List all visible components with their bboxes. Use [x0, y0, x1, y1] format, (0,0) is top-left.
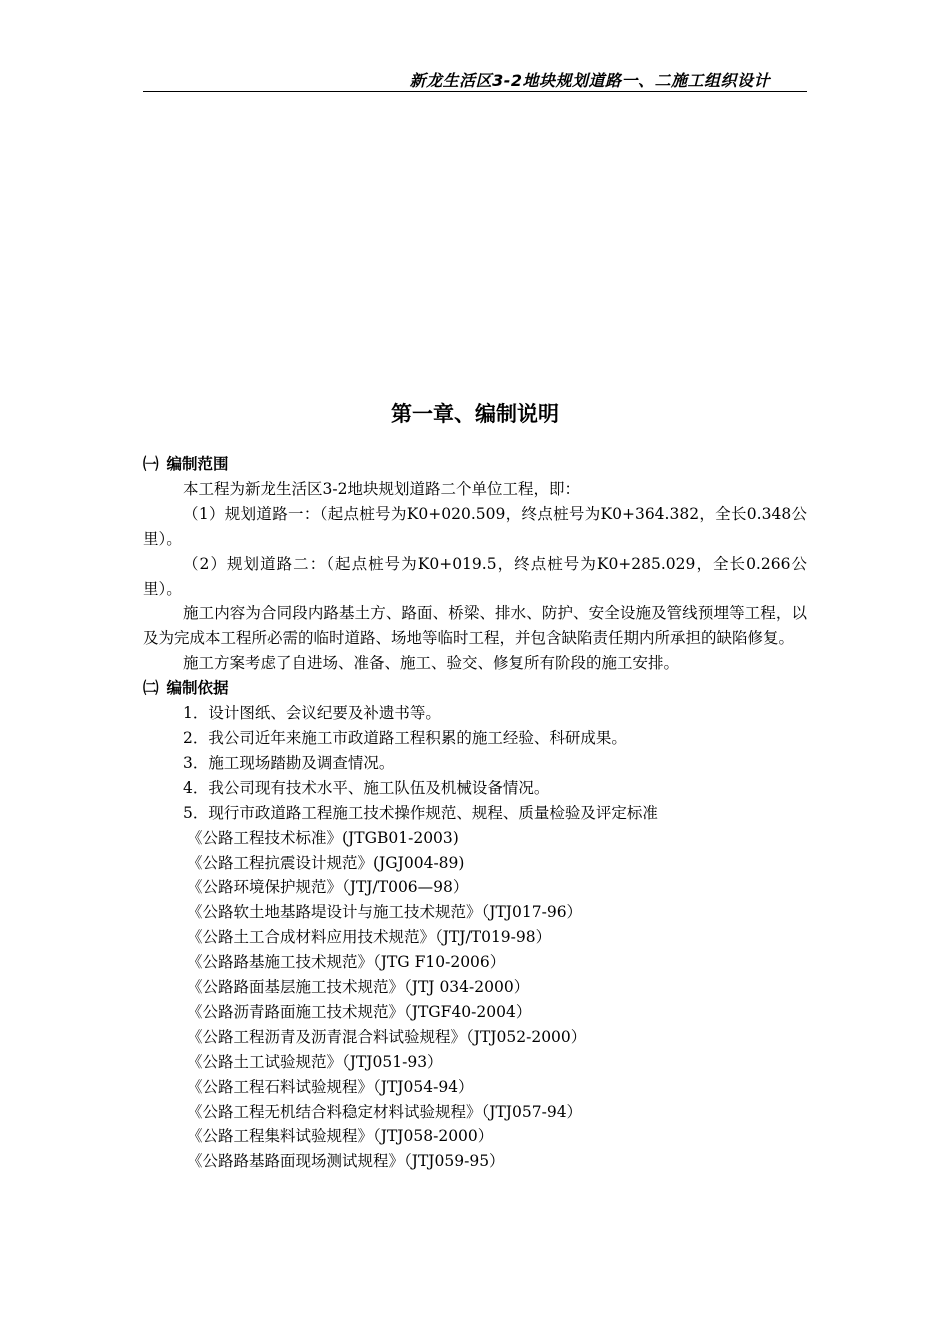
- paragraph: 施工方案考虑了自进场、准备、施工、验交、修复所有阶段的施工安排。: [183, 654, 680, 673]
- standard-item: 《公路工程无机结合料稳定材料试验规程》（JTJ057-94）: [187, 1102, 583, 1121]
- section-heading-scope: [143, 452, 807, 477]
- section-heading-basis: [143, 676, 807, 701]
- standard-item: 《公路工程抗震设计规范》(JGJ004-89): [187, 853, 465, 872]
- header-rule: [143, 91, 807, 92]
- standard-item: 《公路路基施工技术规范》（JTG F10-2006）: [187, 953, 506, 972]
- standard-item: 《公路工程技术标准》(JTGB01-2003): [187, 828, 459, 847]
- standard-item: 《公路土工合成材料应用技术规范》（JTJ/T019-98）: [187, 928, 552, 947]
- section-number: ㈡: [143, 679, 159, 698]
- standard-item: 《公路土工试验规范》（JTJ051-93）: [187, 1052, 443, 1071]
- standard-item: 《公路沥青路面施工技术规范》（JTGF40-2004）: [187, 1002, 532, 1021]
- section-title: 编制依据: [166, 679, 229, 698]
- standard-item: 《公路工程石料试验规程》（JTJ054-94）: [187, 1077, 474, 1096]
- paragraph: 本工程为新龙生活区3-2地块规划道路二个单位工程，即：: [183, 479, 580, 498]
- standard-item: 《公路软土地基路堤设计与施工技术规范》（JTJ017-96）: [187, 903, 583, 922]
- list-item: 3．施工现场踏勘及调查情况。: [183, 753, 395, 772]
- document-body: [143, 452, 807, 1174]
- list-item: 1．设计图纸、会议纪要及补遗书等。: [183, 704, 441, 723]
- standard-item: 《公路工程集料试验规程》（JTJ058-2000）: [187, 1127, 494, 1146]
- standard-item: 《公路环境保护规范》（JTJ/T006—98）: [187, 878, 469, 897]
- list-item: 2．我公司近年来施工市政道路工程积累的施工经验、科研成果。: [183, 728, 627, 747]
- paragraph: （1）规划道路一：（起点桩号为K0+020.509，终点桩号为K0+364.382，全长0.348公里）。: [143, 504, 807, 548]
- standard-item: 《公路路面基层施工技术规范》（JTJ 034-2000）: [187, 978, 530, 997]
- chapter-title: 第一章、编制说明: [391, 402, 559, 426]
- standard-item: 《公路工程沥青及沥青混合料试验规程》（JTJ052-2000）: [187, 1027, 587, 1046]
- page-header-title: 新龙生活区3-2地块规划道路一、二施工组织设计: [409, 71, 770, 90]
- section-title: 编制范围: [166, 455, 229, 473]
- list-item: 5．现行市政道路工程施工技术操作规范、规程、质量检验及评定标准: [183, 803, 658, 822]
- list-item: 4．我公司现有技术水平、施工队伍及机械设备情况。: [183, 778, 550, 797]
- section-number: ㈠: [143, 455, 159, 473]
- paragraph: 施工内容为合同段内路基土方、路面、桥梁、排水、防护、安全设施及管线预埋等工程，以及为完成本工程所必需的临时道路、场地等临时工程，并包含缺陷责任期内所承担的缺陷修复。: [143, 604, 807, 648]
- standard-item: 《公路路基路面现场测试规程》（JTJ059-95）: [187, 1152, 505, 1171]
- paragraph: （2）规划道路二：（起点桩号为K0+019.5，终点桩号为K0+285.029，全长0.266公里）。: [143, 554, 807, 598]
